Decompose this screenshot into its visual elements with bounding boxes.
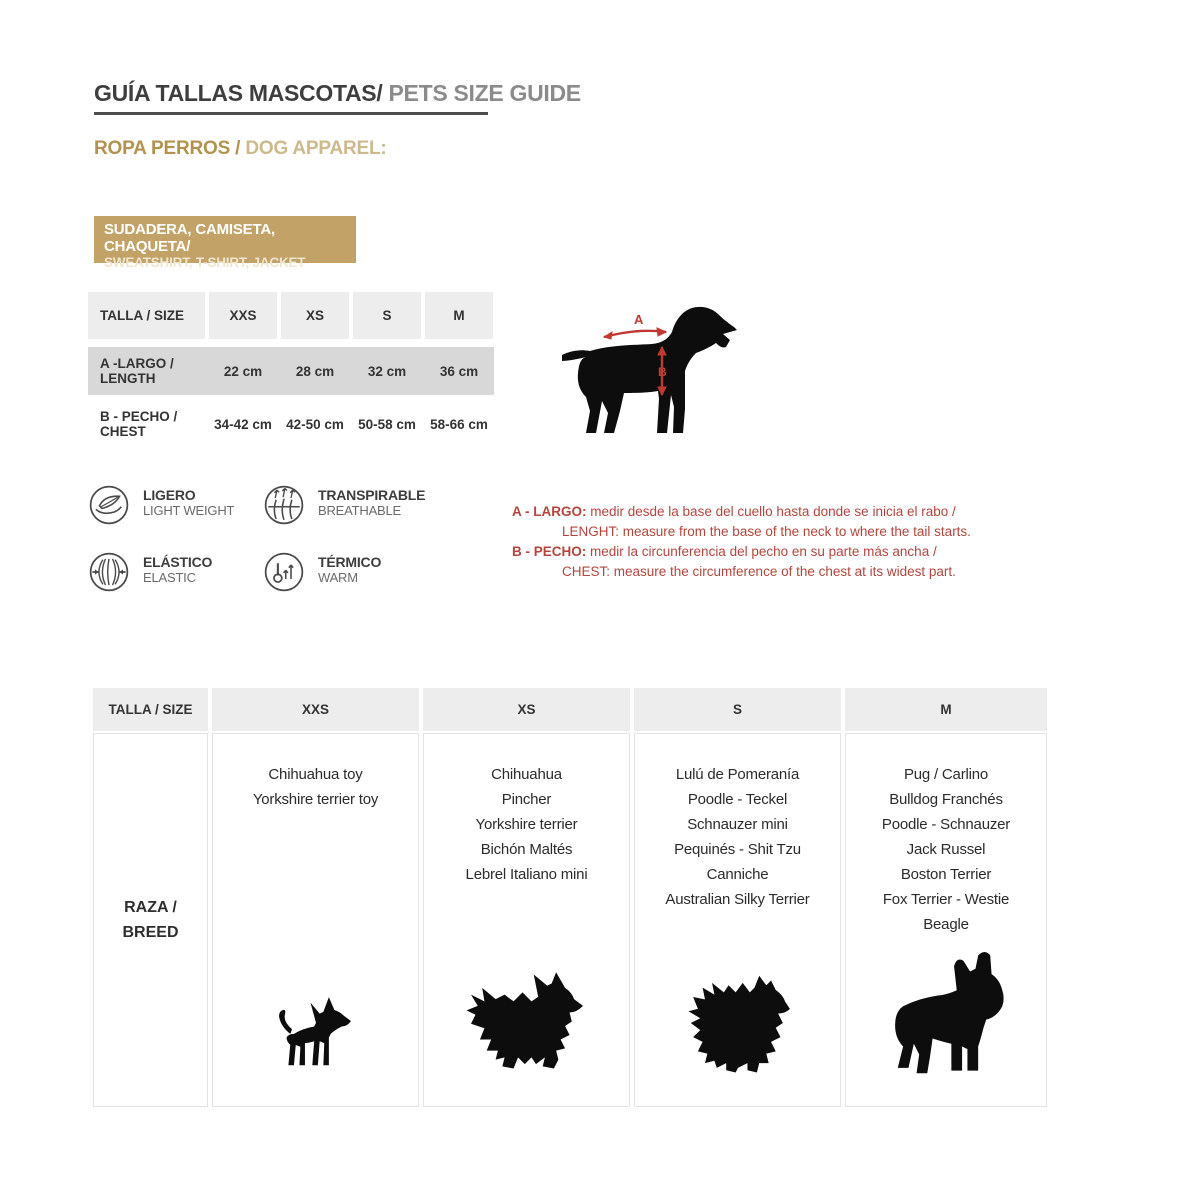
feature-title: TRANSPIRABLE xyxy=(318,487,426,503)
feature-title: LIGERO xyxy=(143,487,196,503)
section-subtitle xyxy=(94,138,387,160)
size-table-header xyxy=(88,292,494,339)
feature-subtitle: ELASTIC xyxy=(143,570,196,585)
breed-row-label-line1: RAZA / xyxy=(124,899,177,916)
breed-item: Yorkshire terrier xyxy=(475,816,578,833)
note-a-label: A - LARGO: xyxy=(512,504,591,519)
breed-header-cell: M xyxy=(845,688,1047,731)
breed-header-cell: TALLA / SIZE xyxy=(93,688,208,731)
note-b-es xyxy=(512,542,972,562)
table-cell: 22 cm xyxy=(223,363,263,379)
size-table-row-length xyxy=(88,347,494,395)
size-table-header-cell: XS xyxy=(281,292,349,339)
breed-item: Yorkshire terrier toy xyxy=(252,791,379,808)
elastic-stretch-icon xyxy=(88,551,130,593)
breed-table-header xyxy=(93,688,1047,731)
breed-item: Pug / Carlino xyxy=(903,766,989,783)
breed-cell-xs xyxy=(423,733,630,1107)
dog-measuring-diagram xyxy=(550,298,765,450)
breed-header-cell: XS xyxy=(423,688,630,731)
table-cell: 34-42 cm xyxy=(214,416,272,432)
breed-item: Chihuahua xyxy=(491,766,562,783)
chihuahua-silhouette xyxy=(270,990,362,1076)
size-table-header-cell: M xyxy=(425,292,493,339)
measuring-notes xyxy=(512,502,972,582)
title-underline xyxy=(94,112,488,115)
feature-breathable xyxy=(263,484,443,530)
breed-header-cell: S xyxy=(634,688,841,731)
feature-elastic xyxy=(88,551,268,597)
feature-lightweight xyxy=(88,484,268,530)
french-bulldog-silhouette xyxy=(876,950,1016,1084)
breed-item: Jack Russel xyxy=(906,841,986,858)
arrow-b-label: B xyxy=(658,365,667,379)
row-label: B - PECHO / CHEST xyxy=(100,409,178,439)
breed-header-cell: XXS xyxy=(212,688,419,731)
table-cell: 28 cm xyxy=(295,363,335,379)
size-table-header-cell: S xyxy=(353,292,421,339)
breed-item: Pequinés - Shit Tzu xyxy=(674,841,801,858)
note-a-text: medir desde la base del cuello hasta donde se inicia el rabo / xyxy=(590,504,956,519)
table-cell: 32 cm xyxy=(367,363,407,379)
breed-item: Bichón Maltés xyxy=(480,841,573,858)
table-cell: 58-66 cm xyxy=(430,416,488,432)
size-table-header-cell: TALLA / SIZE xyxy=(88,292,205,339)
category-banner-es: SUDADERA, CAMISETA, CHAQUETA/ xyxy=(104,221,275,255)
page-title xyxy=(94,80,581,107)
breed-item: Boston Terrier xyxy=(900,866,992,883)
arrow-a-label: A xyxy=(634,312,644,327)
labrador-silhouette xyxy=(562,307,737,433)
breed-cell-s xyxy=(634,733,841,1107)
breathable-airflow-icon xyxy=(263,484,305,526)
table-cell: 50-58 cm xyxy=(358,416,416,432)
note-b-en: CHEST: measure the circumference of the chest at its widest part. xyxy=(562,564,956,579)
row-label: A -LARGO / LENGTH xyxy=(100,356,174,386)
feature-thermal xyxy=(263,551,443,597)
note-b-label: B - PECHO: xyxy=(512,544,591,559)
breed-cell-xxs xyxy=(212,733,419,1107)
breed-row-label-line2: BREED xyxy=(122,924,179,941)
note-a-es xyxy=(512,502,972,522)
breed-table-body xyxy=(93,733,1047,1107)
feature-title: TÉRMICO xyxy=(318,554,382,570)
thermal-thermometer-icon xyxy=(263,551,305,593)
category-banner-en: SWEATSHIRT, T-SHIRT, JACKET xyxy=(104,255,306,270)
breed-row-label xyxy=(93,733,208,1107)
feature-subtitle: LIGHT WEIGHT xyxy=(143,503,235,518)
size-table-row-chest xyxy=(88,400,494,448)
subtitle-en: DOG APPAREL: xyxy=(245,138,387,159)
breed-item: Chihuahua toy xyxy=(268,766,363,783)
feature-subtitle: WARM xyxy=(318,570,358,585)
breed-item: Fox Terrier - Westie xyxy=(882,891,1010,908)
page-title-en: PETS SIZE GUIDE xyxy=(382,80,581,106)
table-cell: 42-50 cm xyxy=(286,416,344,432)
note-a-en: LENGHT: measure from the base of the neck to where the tail starts. xyxy=(562,524,971,539)
lightweight-feather-icon xyxy=(88,484,130,526)
breed-item: Australian Silky Terrier xyxy=(665,891,810,908)
note-b-text: medir la circunferencia del pecho en su parte más ancha / xyxy=(590,544,937,559)
breed-item: Canniche xyxy=(706,866,769,883)
table-cell: 36 cm xyxy=(439,363,479,379)
page-title-es: GUÍA TALLAS MASCOTAS/ xyxy=(94,80,383,106)
feature-title: ELÁSTICO xyxy=(143,554,213,570)
breed-item: Bulldog Franchés xyxy=(889,791,1003,808)
breed-item: Lulú de Pomeranía xyxy=(675,766,800,783)
breed-item: Lebrel Italiano mini xyxy=(465,866,588,883)
size-table-header-cell: XXS xyxy=(209,292,277,339)
pomeranian-silhouette xyxy=(669,964,807,1082)
breed-item: Poodle - Teckel xyxy=(687,791,788,808)
feature-subtitle: BREATHABLE xyxy=(318,503,402,518)
breed-item: Beagle xyxy=(923,916,969,933)
breed-item: Poodle - Schnauzer xyxy=(881,816,1011,833)
breed-item: Schnauzer mini xyxy=(687,816,788,833)
long-haired-chihuahua-silhouette xyxy=(453,970,601,1082)
category-banner xyxy=(94,216,356,270)
subtitle-es: ROPA PERROS / xyxy=(94,138,246,159)
breed-cell-m xyxy=(845,733,1047,1107)
size-table xyxy=(88,292,494,448)
breed-item: Pincher xyxy=(501,791,552,808)
